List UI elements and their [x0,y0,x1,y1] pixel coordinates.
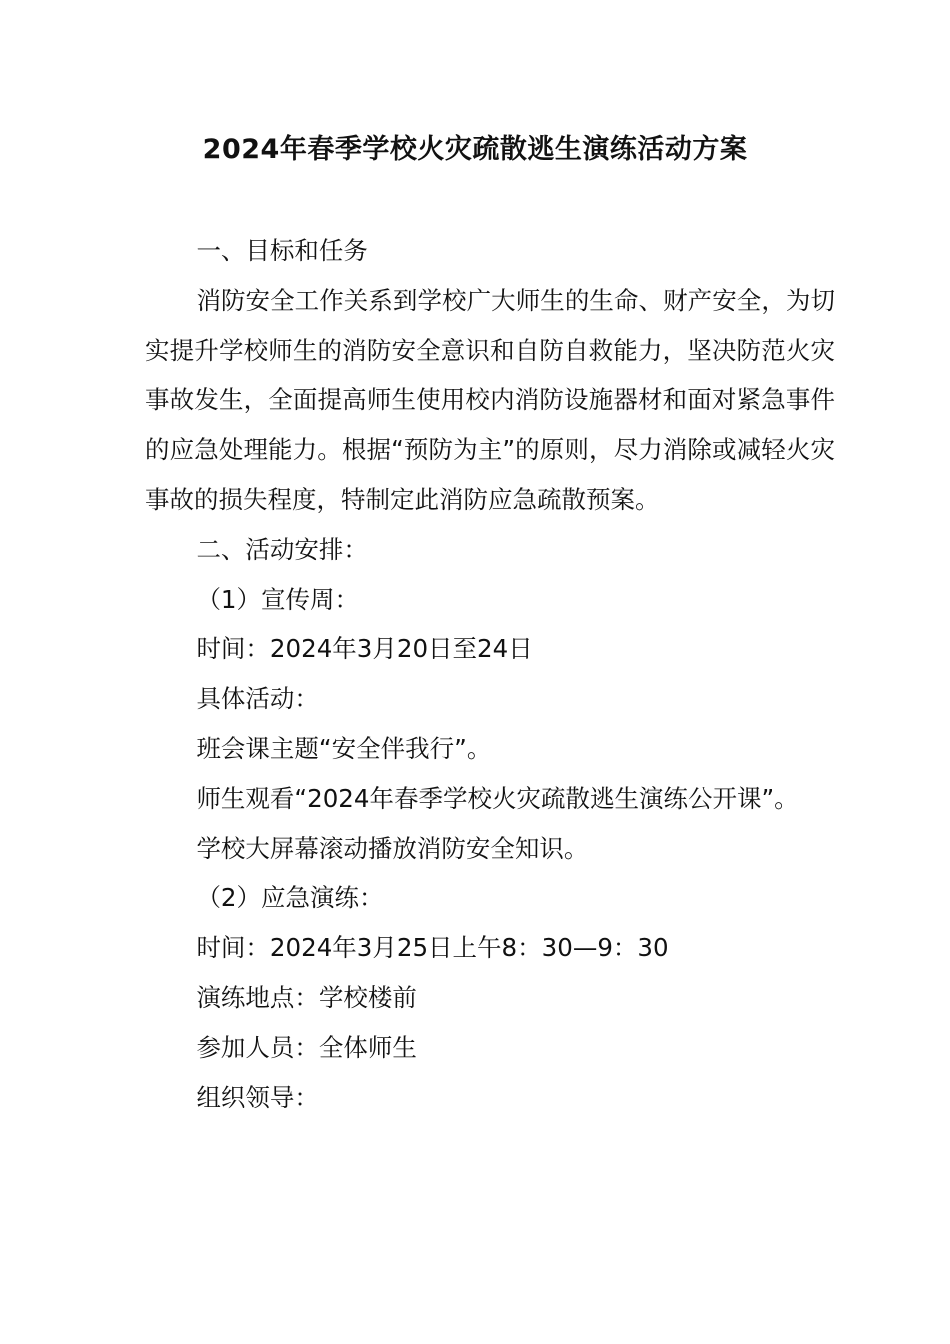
subheading-publicity-week: （1）宣传周： [196,584,360,614]
subheading-emergency-drill: （2）应急演练： [196,883,384,913]
activities-label: 具体活动： [196,684,319,714]
publicity-time: 时间：2024年3月20日至24日 [196,634,533,664]
drill-participants: 参加人员：全体师生 [196,1032,417,1062]
activity-screen-broadcast: 学校大屏幕滚动播放消防安全知识。 [196,833,589,863]
document-body [145,226,835,1122]
document-title: 2024年春季学校火灾疏散逃生演练活动方案 [202,134,748,165]
section-heading-arrangement: 二、活动安排： [196,534,368,564]
activity-class-meeting: 班会课主题“安全伴我行”。 [196,733,492,763]
activity-open-class: 师生观看“2024年春季学校火灾疏散逃生演练公开课”。 [196,783,799,813]
drill-leadership: 组织领导： [196,1082,319,1112]
drill-time: 时间：2024年3月25日上午8：30—9：30 [196,933,669,963]
drill-location: 演练地点：学校楼前 [196,982,417,1012]
section-heading-goals: 一、目标和任务 [196,236,368,265]
paragraph-purpose: 消防安全工作关系到学校广大师生的生命、财产安全，为切实提升学校师生的消防安全意识和自防自救能力，坚决防范火灾事故发生，全面提高师生使用校内消防设施器材和面对紧急事件的应急处理能力。根据“预防为主”的原则，尽力消除或减轻火灾事故的损失程度，特制定此消防应急疏散预案。 [145,285,835,514]
